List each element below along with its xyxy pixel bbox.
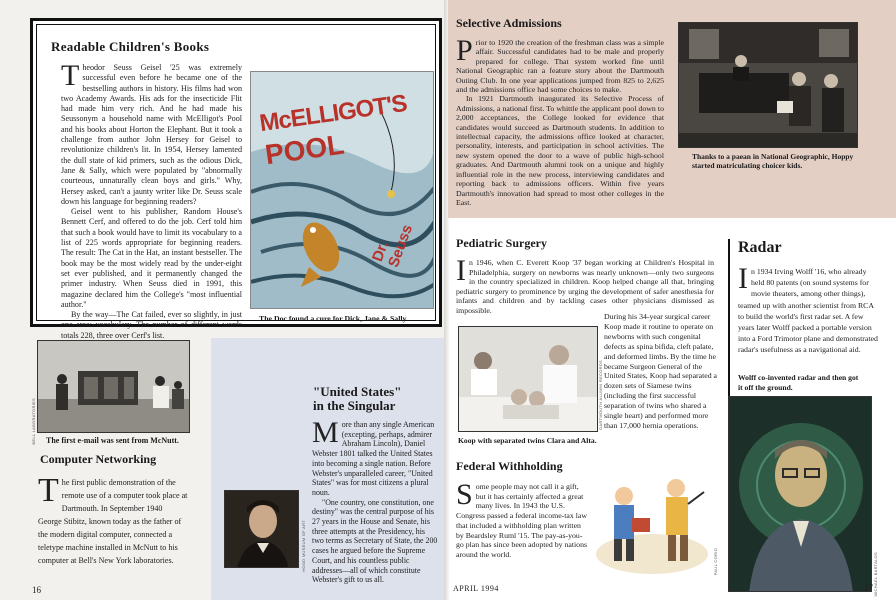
pediatric-body-1 (456, 254, 714, 316)
admissions-office-photo (678, 22, 858, 148)
withholding-credit: PAUL CORIO (713, 548, 718, 576)
united-states-title-line-1: "United States" (313, 384, 402, 399)
readable-books-title: Readable Children's Books (51, 39, 210, 54)
withholding-title: Federal Withholding (456, 459, 563, 473)
readable-paragraph-1: heodor Seuss Geisel '25 was extremely successful even before he became one of the bestselling authors in history. His films had won two Academy Awards. His ads for the insecticide Flit had made him very rich. And he had made his Seussonym a household name with McElligot's Pool and his books about Horton the Elephant. But it took a challenge from author John Hersey for Geisel to revolutionize children's lit. In 1954, Hersey lamented the dull state of kid primers, such as the odious Dick, Jane & Sally, which were populated by "abnormally courteous, unnaturally clean boys and girls." Why, Hersey asked, can't a jaunty writer like Dr. Seuss scale down his language for beginning readers? (61, 63, 242, 206)
readable-caption: The Doc found a cure for Dick, Jane & Sally. (259, 314, 408, 323)
withholding-cartoon-illustration (592, 474, 710, 578)
united-states-title-line-2: in the Singular (313, 398, 396, 413)
radar-credit: MICHAEL BARTALOS (873, 552, 878, 597)
united-paragraph-1: ore than any single American (excepting, perhaps, admirer Abraham Lincoln), Daniel Webster 1801 talked the United States into becoming a single nation. Before Webster's unparalleled career, "United States" was for most citizens a plural noun. (312, 420, 435, 497)
pediatric-body-2 (604, 312, 718, 431)
webster-portrait (224, 490, 299, 568)
right-folio: 17 (864, 583, 873, 593)
computer-photo-credit: BELL LABORATORIES (31, 398, 36, 445)
readable-paragraph-3: By the way—The Cat failed, ever so slightly, in just one area: vocabulary. The number of different words totals 228, three over Cerf's list. (61, 310, 242, 340)
koop-twins-illustration (459, 327, 598, 432)
readable-paragraph-2: Geisel went to his publisher, Random House's Bennett Cerf, and offered to do the job. Cerf told him that such a book would have to limit its vocabulary to a list of 225 words appropriate for beginning readers. The result: The Cat in the Hat, an instant bestseller. The book may be the most widely read by the under-eight set ever published, and it permanently changed the primer industry. When Seuss died in 1991, this magazine declared him the College's "most influential author." (61, 207, 242, 309)
koop-photo (458, 326, 598, 432)
united-dropcap: M (312, 416, 339, 449)
koop-photo-credit: DARTMOUTH ALUMNI RECORDS (598, 360, 603, 430)
webster-portrait-credit: HOOD MUSEUM OF ART (301, 520, 306, 572)
readable-dropcap: T (61, 59, 80, 92)
readable-books-box (30, 18, 442, 340)
mcelligots-pool-cover (250, 71, 434, 309)
admissions-caption: Thanks to a paean in National Geographic, Hoppy started matriculating choicer kids. (692, 152, 854, 171)
computer-networking-title: Computer Networking (40, 452, 157, 466)
pediatric-paragraph-1: n 1946, when C. Everett Koop '37 began working at Children's Hospital in Philadelphia, surgery on newborns was nearly unknown—only two surgeons in the country specialized in children. Koop helped change all that, bringing pediatric surgery to prominence by urging the development of safer anesthesia for infants and children and by tackling cases other physicians dismissed as impossible. (456, 258, 714, 315)
pediatric-title: Pediatric Surgery (456, 236, 547, 250)
computer-paragraph: he first public demonstration of the remote use of a computer took place at Dartmouth. In September 1940 George Stibitz, known today as the father of the modern digital computer, connected a teletype machine installed in McNutt to his computer at Bell's New York laboratories. (38, 478, 188, 565)
pediatric-dropcap: I (456, 254, 466, 287)
withholding-body (456, 478, 588, 560)
admissions-body (456, 34, 664, 207)
computer-networking-photo (37, 340, 190, 433)
cover-title-line-1: McELLIGOT'S (257, 89, 409, 138)
radar-divider (728, 239, 730, 399)
issue-date: APRIL 1994 (453, 584, 499, 593)
teletype-room-illustration (38, 341, 190, 433)
cover-author: Dr. Seuss (369, 222, 417, 270)
radar-title: Radar (738, 239, 782, 256)
readable-books-body (61, 59, 242, 341)
radar-caption: Wolff co-invented radar and then got it off the ground. (738, 373, 859, 392)
cover-title-line-2: POOL (263, 128, 347, 171)
radar-body (738, 262, 878, 356)
admissions-office-illustration (679, 23, 858, 148)
admissions-title: Selective Admissions (456, 16, 562, 30)
computer-networking-body (38, 472, 188, 567)
wolff-portrait-illustration (729, 397, 872, 592)
pediatric-paragraph-2: During his 34-year surgical career Koop made it routine to operate on newborns with such congenital defects as spina bifida, cleft palate, and deformed limbs. By the time he became Surgeon General of the United States, Koop had separated a dozen sets of Siamese twins (including the first successful separation of twins who shared a single heart) and performed more than 17,000 hernia operations. (604, 312, 718, 430)
admissions-dropcap: P (456, 34, 473, 67)
admissions-paragraph-2: In 1921 Dartmouth inaugurated its Selective Process of Admissions, a national first. To whittle the applicant pool down to 2,000 acceptances, the College looked for evidence that candidates would succeed as Dartmouth students. In addition to intellectual capacity, the admissions office looked at character, personality, interests, and participation in school activities. The new system opened the door to a wave of public high-school graduates. And Dartmouth alumni took on a unique and highly influential role in the new process, interviewing candidates and reporting back to admissions officers. Within five years Dartmouth's innovation had spread to most other colleges in the East. (456, 94, 664, 207)
computer-dropcap: T (38, 472, 59, 509)
readable-books-inner-border (36, 24, 436, 340)
radar-paragraph: n 1934 Irving Wolff '16, who already held 80 patents (on sound systems for movie theaters, among other things), teamed up with another scientist from RCA to build the world's first radar set. A few years later Wolff packed a portable version into a Ford Trimotor plane and demonstrated radar's usefulness as a navigational aid. (738, 267, 878, 355)
united-paragraph-2: "One country, one constitution, one destiny" was the central purpose of his 27 years in the House and Senate, his three attempts at the Presidency, his two terms as Secretary of State, the 200 cases he argued before the Supreme Court, and his countless public addresses—all of which constitute Webster's gift to us all. (312, 497, 438, 585)
withholding-dropcap: S (456, 478, 473, 511)
radar-dropcap: I (738, 262, 748, 295)
wolff-portrait (728, 396, 872, 592)
webster-portrait-illustration (225, 491, 299, 568)
withholding-cartoon (592, 474, 710, 578)
left-folio: 16 (32, 585, 41, 595)
united-states-body (312, 416, 438, 585)
admissions-paragraph-1: rior to 1920 the creation of the freshman class was a simple affair. Successful candidates had to be male and properly prepared for college. That system worked fine until National Geographic ran a feature story about the Dartmouth Outing Club. In one year applications jumped from 825 to 2,625 and the admissions office had some choices to make. (456, 38, 664, 95)
computer-caption: The first e-mail was sent from McNutt. (46, 436, 179, 445)
withholding-paragraph: ome people may not call it a gift, but it has certainly affected a great many lives. In 1943 the U.S. Congress passed a federal income-tax law that included a withholding plan written by Beardsley Ruml '15. The pay-as-you-go plan has since been adopted by nations around the world. (456, 482, 587, 559)
pediatric-caption: Koop with separated twins Clara and Alta. (458, 436, 597, 445)
